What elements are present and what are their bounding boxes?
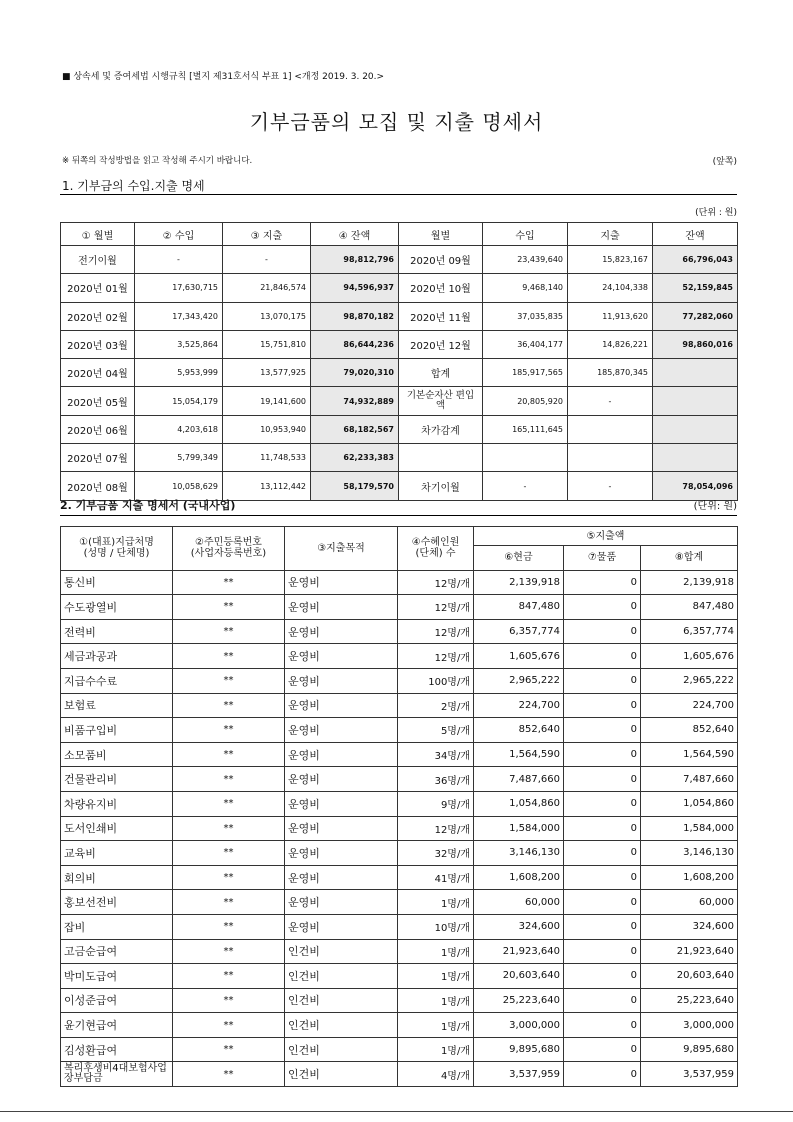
balance-cell: 58,179,570 [311,472,399,500]
balance-cell: 62,233,383 [311,444,399,472]
expense-cell-2: - [568,472,653,500]
cash-cell: 21,923,640 [474,939,564,964]
balance-cell-2: 78,054,096 [653,472,738,500]
section1-rule [60,194,737,195]
purpose-cell: 운영비 [285,890,398,915]
total-cell: 25,223,640 [641,988,738,1013]
expense-cell: 11,748,533 [223,444,311,472]
payee-cell: 통신비 [61,570,173,595]
goods-cell: 0 [564,644,641,669]
col-header-purpose: ③지출목적 [285,527,398,571]
goods-cell: 0 [564,1062,641,1087]
cash-cell: 9,895,680 [474,1037,564,1062]
total-cell: 9,895,680 [641,1037,738,1062]
balance-cell: 79,020,310 [311,359,399,387]
payee-cell: 도서인쇄비 [61,816,173,841]
expense-cell-2: 185,870,345 [568,359,653,387]
balance-cell: 98,870,182 [311,302,399,330]
payee-cell: 홍보선전비 [61,890,173,915]
total-cell: 6,357,774 [641,619,738,644]
purpose-cell: 운영비 [285,791,398,816]
payee-cell: 소모품비 [61,742,173,767]
regulation-note: ■ 상속세 및 증여세법 시행규칙 [별지 제31호서식 부표 1] <개정 2019. 3. 20.> [62,72,385,82]
table-row [61,693,738,718]
table-row [61,570,738,595]
regno-cell: ** [173,865,285,890]
col-header-total: ⑧합계 [641,546,738,571]
total-cell: 1,564,590 [641,742,738,767]
col-header-month: ① 월별 [61,223,135,246]
income-cell: 17,630,715 [135,274,223,302]
table-row [61,964,738,989]
table-row [61,415,738,443]
regno-cell: ** [173,914,285,939]
goods-cell: 0 [564,914,641,939]
cash-cell: 1,605,676 [474,644,564,669]
cash-cell: 3,000,000 [474,1013,564,1038]
purpose-cell: 운영비 [285,570,398,595]
purpose-cell: 운영비 [285,816,398,841]
recipients-cell: 32명/개 [398,841,474,866]
regno-cell: ** [173,1037,285,1062]
regno-cell: ** [173,939,285,964]
income-expense-table [60,222,738,501]
income-cell-2 [483,444,568,472]
income-cell-2: 23,439,640 [483,246,568,274]
income-cell: - [135,246,223,274]
section1-heading: 1. 기부금의 수입.지출 명세 [62,179,205,193]
section2-unit: (단위: 원) [693,501,737,512]
goods-cell: 0 [564,865,641,890]
cash-cell: 1,564,590 [474,742,564,767]
regno-cell: ** [173,619,285,644]
purpose-cell: 운영비 [285,914,398,939]
cash-cell: 6,357,774 [474,619,564,644]
regno-cell: ** [173,570,285,595]
income-cell-2: 9,468,140 [483,274,568,302]
recipients-cell: 34명/개 [398,742,474,767]
regno-cell: ** [173,988,285,1013]
table-row [61,791,738,816]
payee-cell: 보험료 [61,693,173,718]
cash-cell: 3,537,959 [474,1062,564,1087]
payee-cell: 교육비 [61,841,173,866]
balance-cell-2: 52,159,845 [653,274,738,302]
goods-cell: 0 [564,791,641,816]
table-row [61,330,738,358]
recipients-cell: 1명/개 [398,1013,474,1038]
payee-cell: 잡비 [61,914,173,939]
recipients-cell: 1명/개 [398,1037,474,1062]
recipients-cell: 5명/개 [398,718,474,743]
income-cell: 10,058,629 [135,472,223,500]
income-cell-2: 185,917,565 [483,359,568,387]
goods-cell: 0 [564,595,641,620]
recipients-cell: 1명/개 [398,890,474,915]
purpose-cell: 운영비 [285,841,398,866]
total-cell: 3,146,130 [641,841,738,866]
balance-cell-2: 77,282,060 [653,302,738,330]
cash-cell: 7,487,660 [474,767,564,792]
regno-cell: ** [173,816,285,841]
month-cell-2: 차가감계 [399,415,483,443]
income-cell-2: - [483,472,568,500]
expense-cell-2: 15,823,167 [568,246,653,274]
recipients-cell: 1명/개 [398,964,474,989]
month-cell: 전기이월 [61,246,135,274]
section2-rule [60,515,737,516]
income-cell: 5,799,349 [135,444,223,472]
table-row [61,619,738,644]
month-cell-2: 합계 [399,359,483,387]
income-cell: 17,343,420 [135,302,223,330]
table-row [61,274,738,302]
table-row [61,387,738,415]
total-cell: 1,054,860 [641,791,738,816]
payee-cell: 수도광열비 [61,595,173,620]
page-title: 기부금품의 모집 및 지출 명세서 [249,110,544,134]
month-cell: 2020년 02월 [61,302,135,330]
purpose-cell: 운영비 [285,742,398,767]
total-cell: 60,000 [641,890,738,915]
total-cell: 324,600 [641,914,738,939]
col-header-amount: ⑤지출액 [474,527,738,546]
cash-cell: 852,640 [474,718,564,743]
recipients-cell: 9명/개 [398,791,474,816]
purpose-cell: 인건비 [285,1037,398,1062]
total-cell: 1,605,676 [641,644,738,669]
month-cell-2: 차기이월 [399,472,483,500]
total-cell: 224,700 [641,693,738,718]
purpose-cell: 운영비 [285,619,398,644]
expense-cell: 21,846,574 [223,274,311,302]
goods-cell: 0 [564,988,641,1013]
col-header-balance-2: 잔액 [653,223,738,246]
recipients-cell: 36명/개 [398,767,474,792]
payee-cell: 복리후생비4대보험사업장부담금 [61,1062,173,1087]
regno-cell: ** [173,964,285,989]
table-row [61,246,738,274]
balance-cell: 98,812,796 [311,246,399,274]
regno-cell: ** [173,693,285,718]
table-row [61,841,738,866]
month-cell: 2020년 08월 [61,472,135,500]
balance-cell-2 [653,359,738,387]
month-cell: 2020년 07월 [61,444,135,472]
total-cell: 1,584,000 [641,816,738,841]
table-row [61,595,738,620]
regno-cell: ** [173,767,285,792]
table-row [61,1013,738,1038]
table-row [61,472,738,500]
expense-cell-2: - [568,387,653,415]
balance-cell: 68,182,567 [311,415,399,443]
month-cell-2: 2020년 11월 [399,302,483,330]
payee-cell: 지급수수료 [61,668,173,693]
payee-cell: 박미도급여 [61,964,173,989]
total-cell: 20,603,640 [641,964,738,989]
total-cell: 3,000,000 [641,1013,738,1038]
total-cell: 852,640 [641,718,738,743]
col-header-expense-2: 지출 [568,223,653,246]
section2-heading: 2. 기부금품 지출 명세서 (국내사업) [60,499,236,512]
expense-cell: - [223,246,311,274]
expense-cell: 13,112,442 [223,472,311,500]
table-row [61,939,738,964]
purpose-cell: 운영비 [285,595,398,620]
regno-cell: ** [173,791,285,816]
balance-cell-2 [653,387,738,415]
month-cell: 2020년 04월 [61,359,135,387]
balance-cell-2 [653,444,738,472]
page-side-label: (앞쪽) [712,157,737,167]
goods-cell: 0 [564,742,641,767]
col-header-expense: ③ 지출 [223,223,311,246]
page-bottom-rule [0,1111,793,1112]
purpose-cell: 운영비 [285,668,398,693]
purpose-cell: 운영비 [285,767,398,792]
payee-cell: 전력비 [61,619,173,644]
recipients-cell: 41명/개 [398,865,474,890]
purpose-cell: 인건비 [285,1062,398,1087]
income-cell-2: 20,805,920 [483,387,568,415]
table-row [61,444,738,472]
expense-cell: 10,953,940 [223,415,311,443]
recipients-cell: 2명/개 [398,693,474,718]
cash-cell: 847,480 [474,595,564,620]
instruction-note: ※ 뒤쪽의 작성방법을 읽고 작성해 주시기 바랍니다. [62,156,253,166]
table-row [61,718,738,743]
cash-cell: 224,700 [474,693,564,718]
goods-cell: 0 [564,939,641,964]
expense-cell: 19,141,600 [223,387,311,415]
cash-cell: 1,608,200 [474,865,564,890]
recipients-cell: 1명/개 [398,939,474,964]
payee-cell: 세금과공과 [61,644,173,669]
expense-cell-2 [568,415,653,443]
purpose-cell: 인건비 [285,988,398,1013]
total-cell: 3,537,959 [641,1062,738,1087]
goods-cell: 0 [564,816,641,841]
total-cell: 7,487,660 [641,767,738,792]
table-row [61,1037,738,1062]
balance-cell-2: 98,860,016 [653,330,738,358]
purpose-cell: 인건비 [285,939,398,964]
expense-cell: 15,751,810 [223,330,311,358]
recipients-cell: 12명/개 [398,816,474,841]
total-cell: 2,965,222 [641,668,738,693]
balance-cell: 86,644,236 [311,330,399,358]
cash-cell: 3,146,130 [474,841,564,866]
expense-cell-2: 24,104,338 [568,274,653,302]
goods-cell: 0 [564,718,641,743]
expense-cell-2: 14,826,221 [568,330,653,358]
payee-cell: 김성환급여 [61,1037,173,1062]
table-header-row [61,223,738,246]
col-header-recipients: ④수혜인원 (단체) 수 [398,527,474,571]
cash-cell: 2,139,918 [474,570,564,595]
recipients-cell: 1명/개 [398,988,474,1013]
total-cell: 21,923,640 [641,939,738,964]
table-row [61,302,738,330]
table-row [61,742,738,767]
cash-cell: 25,223,640 [474,988,564,1013]
table-row [61,890,738,915]
goods-cell: 0 [564,1013,641,1038]
section1-unit: (단위 : 원) [695,208,737,218]
cash-cell: 324,600 [474,914,564,939]
regno-cell: ** [173,890,285,915]
regno-cell: ** [173,668,285,693]
purpose-cell: 운영비 [285,718,398,743]
income-cell: 5,953,999 [135,359,223,387]
recipients-cell: 4명/개 [398,1062,474,1087]
recipients-cell: 12명/개 [398,570,474,595]
cash-cell: 60,000 [474,890,564,915]
purpose-cell: 인건비 [285,1013,398,1038]
income-cell: 3,525,864 [135,330,223,358]
balance-cell: 94,596,937 [311,274,399,302]
total-cell: 2,139,918 [641,570,738,595]
regno-cell: ** [173,1062,285,1087]
goods-cell: 0 [564,890,641,915]
goods-cell: 0 [564,668,641,693]
month-cell: 2020년 03월 [61,330,135,358]
month-cell-2: 2020년 12월 [399,330,483,358]
table-row [61,359,738,387]
purpose-cell: 인건비 [285,964,398,989]
col-header-balance: ④ 잔액 [311,223,399,246]
col-header-month-2: 월별 [399,223,483,246]
balance-cell-2: 66,796,043 [653,246,738,274]
month-cell: 2020년 01월 [61,274,135,302]
payee-cell: 비품구입비 [61,718,173,743]
cash-cell: 1,054,860 [474,791,564,816]
purpose-cell: 운영비 [285,865,398,890]
recipients-cell: 100명/개 [398,668,474,693]
income-cell-2: 37,035,835 [483,302,568,330]
col-header-regno: ②주민등록번호 (사업자등록번호) [173,527,285,571]
income-cell: 4,203,618 [135,415,223,443]
purpose-cell: 운영비 [285,644,398,669]
regno-cell: ** [173,644,285,669]
col-header-income: ② 수입 [135,223,223,246]
goods-cell: 0 [564,767,641,792]
regno-cell: ** [173,1013,285,1038]
goods-cell: 0 [564,570,641,595]
income-cell: 15,054,179 [135,387,223,415]
recipients-cell: 10명/개 [398,914,474,939]
income-cell-2: 36,404,177 [483,330,568,358]
payee-cell: 이성준급여 [61,988,173,1013]
table-row [61,988,738,1013]
month-cell-2: 2020년 09월 [399,246,483,274]
recipients-cell: 12명/개 [398,644,474,669]
payee-cell: 차량유지비 [61,791,173,816]
regno-cell: ** [173,742,285,767]
table-row [61,1062,738,1087]
income-cell-2: 165,111,645 [483,415,568,443]
goods-cell: 0 [564,1037,641,1062]
expenditure-table [60,526,738,1087]
month-cell-2: 기본순자산 편입액 [399,387,483,415]
col-header-goods: ⑦물품 [564,546,641,571]
cash-cell: 2,965,222 [474,668,564,693]
table-row [61,668,738,693]
goods-cell: 0 [564,693,641,718]
payee-cell: 윤기현급여 [61,1013,173,1038]
table-row [61,816,738,841]
table-row [61,767,738,792]
col-header-payee: ①(대표)지급처명 (성명 / 단체명) [61,527,173,571]
expense-cell-2 [568,444,653,472]
balance-cell-2 [653,415,738,443]
regno-cell: ** [173,841,285,866]
payee-cell: 회의비 [61,865,173,890]
col-header-cash: ⑥현금 [474,546,564,571]
month-cell: 2020년 05월 [61,387,135,415]
month-cell-2 [399,444,483,472]
cash-cell: 1,584,000 [474,816,564,841]
goods-cell: 0 [564,619,641,644]
goods-cell: 0 [564,841,641,866]
regno-cell: ** [173,718,285,743]
month-cell: 2020년 06월 [61,415,135,443]
table-row [61,914,738,939]
payee-cell: 고금순급여 [61,939,173,964]
cash-cell: 20,603,640 [474,964,564,989]
col-header-income-2: 수입 [483,223,568,246]
goods-cell: 0 [564,964,641,989]
table-header-row [61,527,738,546]
table-row [61,865,738,890]
expense-cell: 13,577,925 [223,359,311,387]
month-cell-2: 2020년 10월 [399,274,483,302]
recipients-cell: 12명/개 [398,595,474,620]
purpose-cell: 운영비 [285,693,398,718]
expense-cell: 13,070,175 [223,302,311,330]
balance-cell: 74,932,889 [311,387,399,415]
total-cell: 847,480 [641,595,738,620]
total-cell: 1,608,200 [641,865,738,890]
expense-cell-2: 11,913,620 [568,302,653,330]
table-row [61,644,738,669]
payee-cell: 건물관리비 [61,767,173,792]
regno-cell: ** [173,595,285,620]
recipients-cell: 12명/개 [398,619,474,644]
